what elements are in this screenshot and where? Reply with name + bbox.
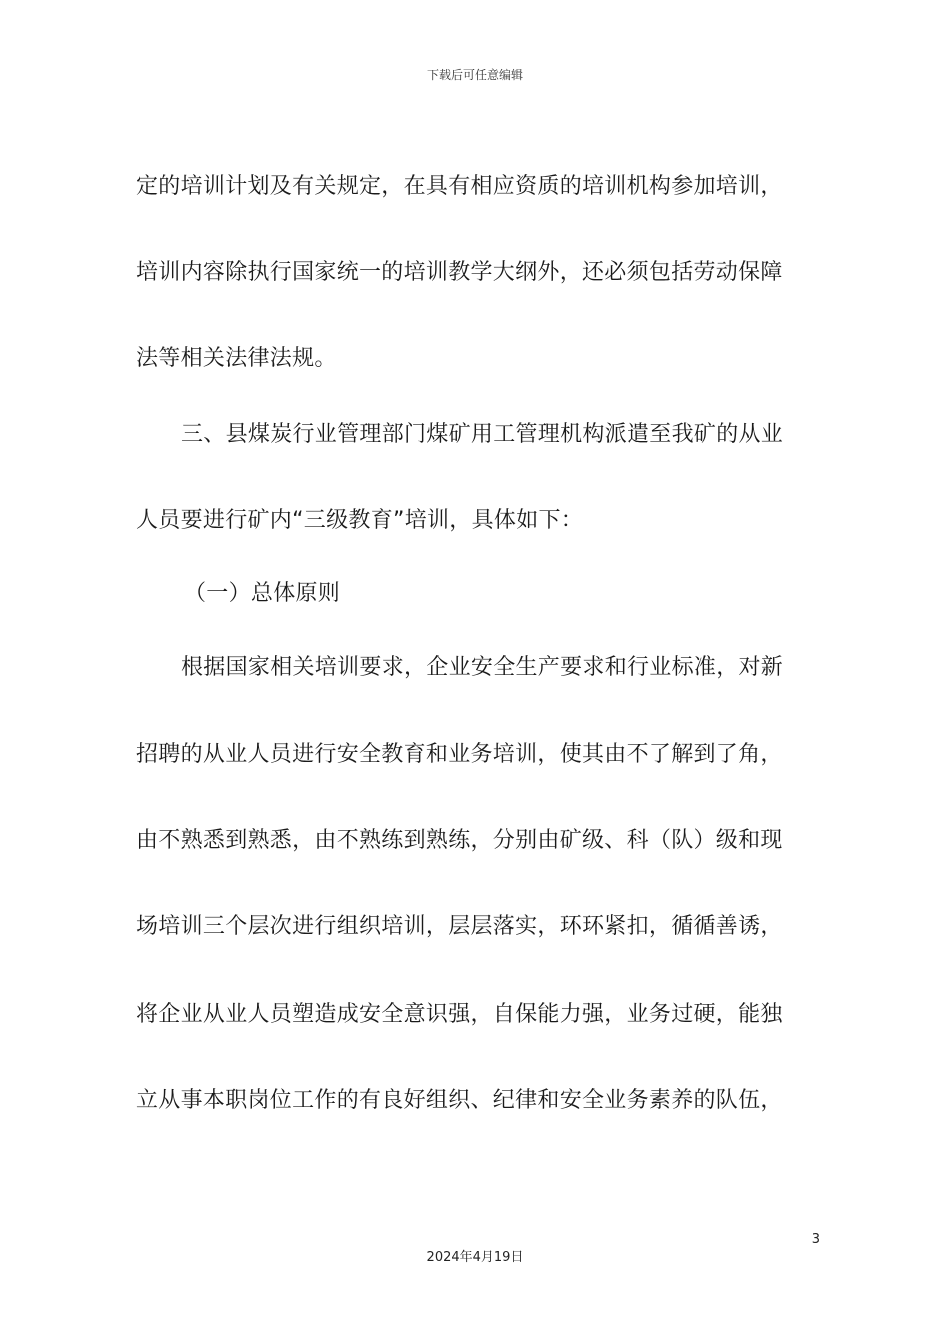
page-footer-date: 2024年4月19日 <box>426 1250 524 1265</box>
body-line-11: 将企业从业人员塑造成安全意识强，自保能力强，业务过硬，能独 <box>136 1002 783 1027</box>
body-line-9: 由不熟悉到熟悉，由不熟练到熟练，分别由矿级、科（队）级和现 <box>136 828 783 853</box>
body-line-3: 法等相关法律法规。 <box>136 346 337 371</box>
body-line-2: 培训内容除执行国家统一的培训教学大纲外，还必须包括劳动保障 <box>136 260 783 285</box>
body-line-7: 根据国家相关培训要求，企业安全生产要求和行业标准，对新 <box>181 655 784 680</box>
subsection-heading: （一）总体原则 <box>184 581 341 606</box>
body-line-10: 场培训三个层次进行组织培训，层层落实，环环紧扣，循循善诱， <box>136 914 783 939</box>
body-line-1: 定的培训计划及有关规定，在具有相应资质的培训机构参加培训， <box>136 174 783 199</box>
page-header: 下载后可任意编辑 <box>426 68 523 82</box>
page-number: 3 <box>811 1232 820 1247</box>
section-heading-3: 三、县煤炭行业管理部门煤矿用工管理机构派遣至我矿的从业 <box>181 422 784 447</box>
body-line-12: 立从事本职岗位工作的有良好组织、纪律和安全业务素养的队伍， <box>136 1088 783 1113</box>
body-line-8: 招聘的从业人员进行安全教育和业务培训，使其由不了解到了角， <box>136 742 783 767</box>
body-line-5: 人员要进行矿内“三级教育”培训，具体如下： <box>136 508 584 533</box>
